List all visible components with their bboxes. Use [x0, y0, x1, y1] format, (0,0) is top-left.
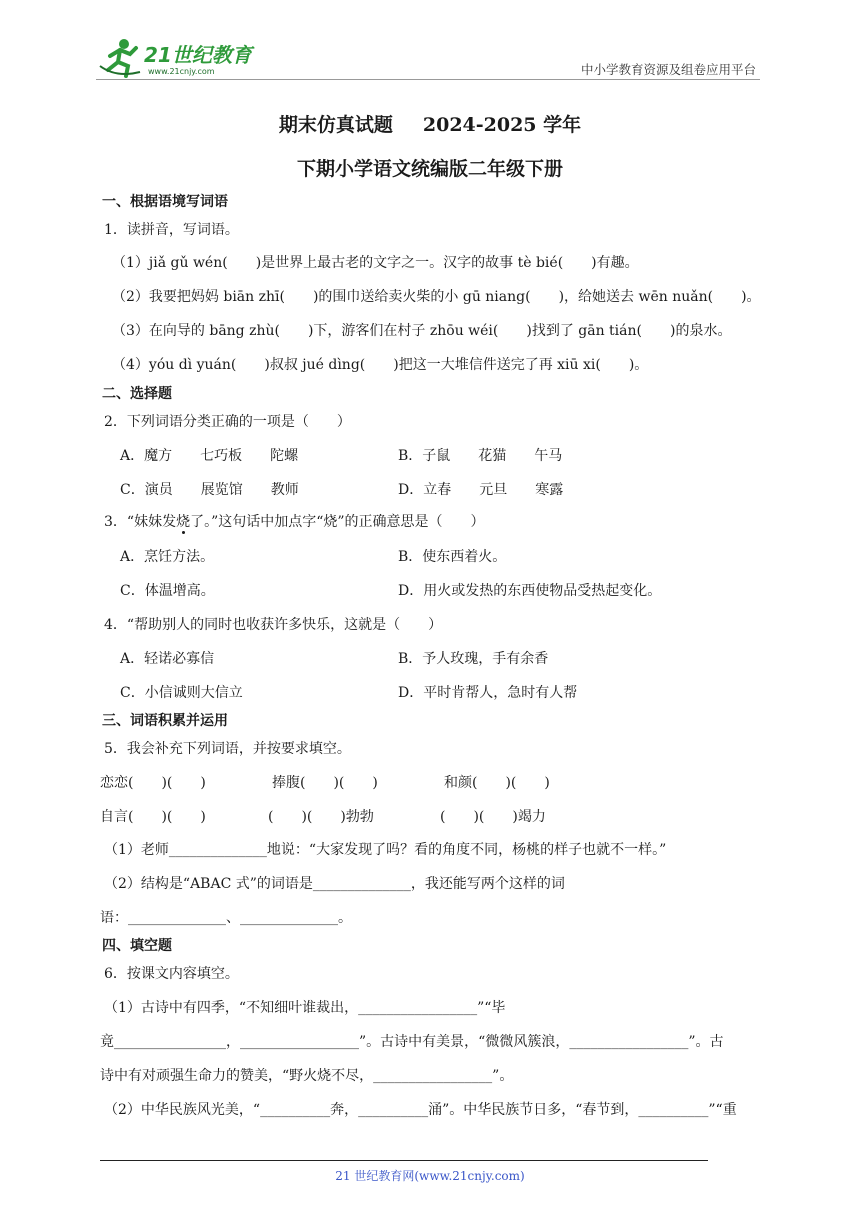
section-heading-2: 二、选择题: [102, 386, 172, 402]
footer-site-text: 21 世纪教育网(www.21cnjy.com): [335, 1169, 525, 1183]
exam-title-main: 期末仿真试题: [278, 114, 393, 136]
q3-option-a: A．烹饪方法。: [120, 549, 215, 565]
logo-text: 21世纪教育: [144, 43, 252, 67]
q2-option-d: D．立春 元旦 寒露: [398, 482, 564, 498]
header-divider: [96, 79, 760, 80]
site-logo: [96, 36, 266, 80]
footer-divider: [100, 1160, 708, 1161]
exam-title: [0, 110, 860, 137]
q5-line-3: 语：______________、______________。: [100, 910, 352, 926]
q1-line-4: （4）yóu dì yuán( )叔叔 jué dìng( )把这一大堆信件送完了再 xiū xi( )。: [112, 357, 649, 373]
exam-title-year: 2024-2025 学年: [422, 114, 582, 136]
q4-option-b: B．予人玫瑰，手有余香: [398, 651, 549, 667]
q4-stem: 4．“帮助别人的同时也收获许多快乐，这就是（ ）: [104, 617, 443, 633]
q5-line-2: （2）结构是“ABAC 式”的词语是______________，我还能写两个这样的词: [104, 876, 565, 892]
q5-line-1: （1）老师______________地说：“大家发现了吗？看的角度不同，杨桃的样子也就不一样。”: [104, 842, 667, 858]
q6-line-2: 竟________________，_________________”。古诗中有美景，“微微风簇浪，_________________”。古: [100, 1034, 724, 1050]
q3-stem-pre: 3．“妹妹发: [104, 514, 177, 530]
q2-option-a: A．魔方 七巧板 陀螺: [120, 448, 299, 464]
section-heading-4: 四、填空题: [102, 938, 172, 954]
q3-option-d: D．用火或发热的东西使物品受热起变化。: [398, 583, 662, 599]
q5-word-6: ( )( )竭力: [440, 809, 546, 825]
logo-url: www.21cnjy.com: [148, 67, 215, 76]
q2-stem: 2．下列词语分类正确的一项是（ ）: [104, 414, 351, 430]
q5-word-1: 恋恋( )( ): [100, 775, 206, 791]
q1-line-2: （2）我要把妈妈 biān zhī( )的围巾送给卖火柴的小 gū niang( )，给她送去 wēn nuǎn( )。: [112, 289, 761, 305]
q1-line-1: （1）jiǎ gǔ wén( )是世界上最古老的文字之一。汉字的故事 tè bié( )有趣。: [112, 255, 639, 271]
q4-option-c: C．小信诚则大信立: [120, 685, 243, 701]
header-platform-text: 中小学教育资源及组卷应用平台: [580, 62, 756, 77]
q3-option-b: B．使东西着火。: [398, 549, 507, 565]
q5-word-2: 捧腹( )( ): [272, 775, 378, 791]
q5-word-5: ( )( )勃勃: [268, 809, 374, 825]
section-heading-1: 一、根据语境写词语: [102, 194, 228, 210]
q6-line-4: （2）中华民族风光美，“__________奔，__________涌”。中华民族节日多，“春节到，__________”“重: [104, 1102, 737, 1118]
q3-dotted-char: 烧: [176, 514, 191, 530]
q3-stem: [104, 511, 485, 531]
exam-subtitle: 下期小学语文统编版二年级下册: [296, 158, 563, 180]
q6-stem: 6．按课文内容填空。: [104, 966, 239, 982]
q6-line-3: 诗中有对顽强生命力的赞美，“野火烧不尽，_________________”。: [100, 1068, 514, 1084]
q4-option-a: A．轻诺必寡信: [120, 651, 215, 667]
q4-option-d: D．平时肯帮人，急时有人帮: [398, 685, 578, 701]
q5-stem: 5．我会补充下列词语，并按要求填空。: [104, 741, 351, 757]
q2-option-b: B．子鼠 花猫 午马: [398, 448, 563, 464]
q6-line-1: （1）古诗中有四季，“不知细叶谁裁出，_________________”“毕: [104, 1000, 506, 1016]
q5-word-4: 自言( )( ): [100, 809, 206, 825]
q5-word-3: 和颜( )( ): [444, 775, 550, 791]
q2-option-c: C．演员 展览馆 教师: [120, 482, 299, 498]
section-heading-3: 三、词语积累并运用: [102, 713, 228, 729]
q1-line-3: （3）在向导的 bāng zhù( )下，游客们在村子 zhōu wéi( )找到了 gān tián( )的泉水。: [112, 323, 732, 339]
q1-stem: 1．读拼音，写词语。: [104, 222, 239, 238]
q3-stem-post: 了。”这句话中加点字“烧”的正确意思是（ ）: [190, 514, 485, 530]
runner-logo-icon: [96, 36, 266, 80]
q3-option-c: C．体温增高。: [120, 583, 215, 599]
